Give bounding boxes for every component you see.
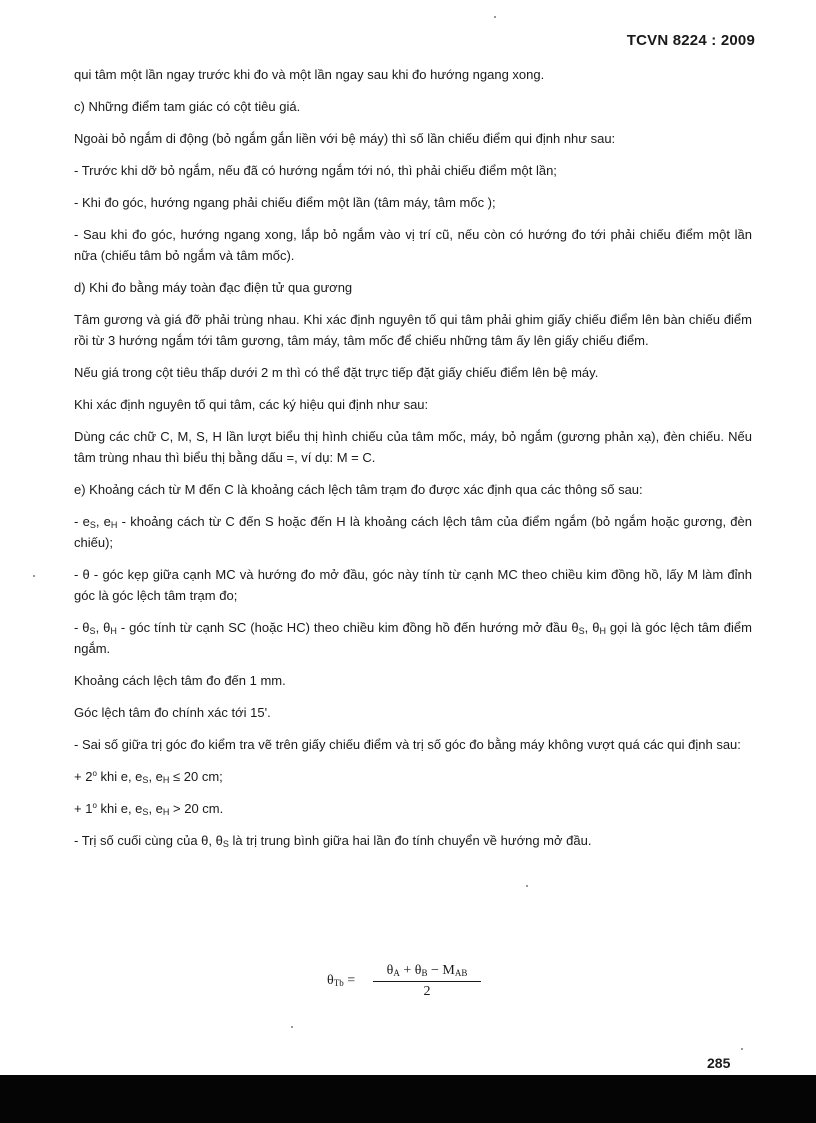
- scan-speck: [526, 885, 528, 887]
- list-item: - Khi đo góc, hướng ngang phải chiếu điểm một lần (tâm máy, tâm mốc );: [74, 195, 496, 210]
- list-item: - Sau khi đo góc, hướng ngang xong, lắp bỏ ngắm vào vị trí cũ, nếu còn có hướng đo tới phải chiếu điểm một lần nữa (chiếu tâm bỏ ngắm và tâm mốc).: [74, 227, 752, 263]
- list-item: - Trước khi dỡ bỏ ngắm, nếu đã có hướng ngắm tới nó, thì phải chiếu điểm một lần;: [74, 163, 557, 178]
- scan-border: [0, 1075, 816, 1123]
- list-item: - Sai số giữa trị góc đo kiểm tra vẽ trên giấy chiếu điểm và trị số góc đo bằng máy không vượt quá các qui định sau:: [74, 737, 741, 752]
- paragraph: Tâm gương và giá đỡ phải trùng nhau. Khi xác định nguyên tố qui tâm phải ghim giấy chiếu điểm lên bàn chiếu điểm rồi từ 3 hướng ngắm tới tâm gương, tâm máy, tâm mốc để chiếu những tâm ấy lên giấy chiếu điểm.: [74, 312, 752, 348]
- paragraph: Ngoài bỏ ngắm di động (bỏ ngắm gắn liền với bệ máy) thì số lần chiếu điểm qui định như sau:: [74, 131, 616, 146]
- standard-header: TCVN 8224 : 2009: [626, 32, 755, 49]
- paragraph: Nếu giá trong cột tiêu thấp dưới 2 m thì có thể đặt trực tiếp đặt giấy chiếu điểm lên bệ máy.: [74, 365, 599, 380]
- limit-item: + $1^o$ khi e, $e_S$, $e_H > 20$ cm.: [74, 801, 224, 817]
- paragraph: Góc lệch tâm đo chính xác tới 15'.: [74, 705, 271, 720]
- paragraph: qui tâm một lần ngay trước khi đo và một lần ngay sau khi đo hướng ngang xong.: [74, 67, 545, 82]
- formula-numerator: $\theta_A + \theta_B - M_{AB}$: [373, 963, 481, 982]
- paragraph: Khoảng cách lệch tâm đo đến 1 mm.: [74, 673, 286, 688]
- paragraph: c) Những điểm tam giác có cột tiêu giá.: [74, 99, 301, 114]
- document-body: [74, 64, 752, 862]
- limit-item: + $2^o$ khi e, $e_S$, $e_H \le 20$ cm;: [74, 769, 223, 785]
- paragraph: e) Khoảng cách từ M đến C là khoảng cách lệch tâm trạm đo được xác định qua các thông số sau:: [74, 482, 643, 497]
- list-item-theta-sh: - $\theta_S$, $\theta_H$ - góc tính từ cạnh SC (hoặc HC) theo chiều kim đồng hồ đến hướng mở đầu $\theta_S$, $\theta_H$ gọi là góc lệch tâm điểm ngắm.: [74, 620, 752, 656]
- scan-speck: [494, 16, 496, 18]
- list-item-es-eh: - $e_S$, $e_H$ - khoảng cách từ C đến S hoặc đến H là khoảng cách lệch tâm của điểm ngắm (bỏ ngắm hoặc gương, đèn chiếu);: [74, 514, 752, 550]
- paragraph: Khi xác định nguyên tố qui tâm, các ký hiệu qui định như sau:: [74, 397, 429, 412]
- scan-speck: [291, 1026, 293, 1028]
- formula-denominator: 2: [423, 984, 431, 999]
- page-number: 285: [707, 1055, 731, 1071]
- list-item-final: - Trị số cuối cùng của θ, $\theta_S$ là trị trung bình giữa hai lần đo tính chuyển về hướng mở đầu.: [74, 833, 592, 849]
- list-item-theta: - θ - góc kẹp giữa cạnh MC và hướng đo mở đầu, góc này tính từ cạnh MC theo chiều kim đồng hồ, lấy M làm đỉnh góc là góc lệch tâm trạm đo;: [74, 567, 752, 603]
- scan-speck: [741, 1048, 743, 1050]
- paragraph: Dùng các chữ C, M, S, H lần lượt biểu thị hình chiếu của tâm mốc, máy, bỏ ngắm (gương phản xạ), đèn chiếu. Nếu tâm trùng nhau thì biểu thị bằng dấu =, ví dụ: M = C.: [74, 429, 752, 465]
- formula-lhs: $\theta_{Tb}$ =: [327, 973, 356, 988]
- scan-speck: [33, 575, 35, 577]
- paragraph: d) Khi đo bằng máy toàn đạc điện tử qua gương: [74, 280, 353, 295]
- formula-fraction: [373, 963, 481, 1000]
